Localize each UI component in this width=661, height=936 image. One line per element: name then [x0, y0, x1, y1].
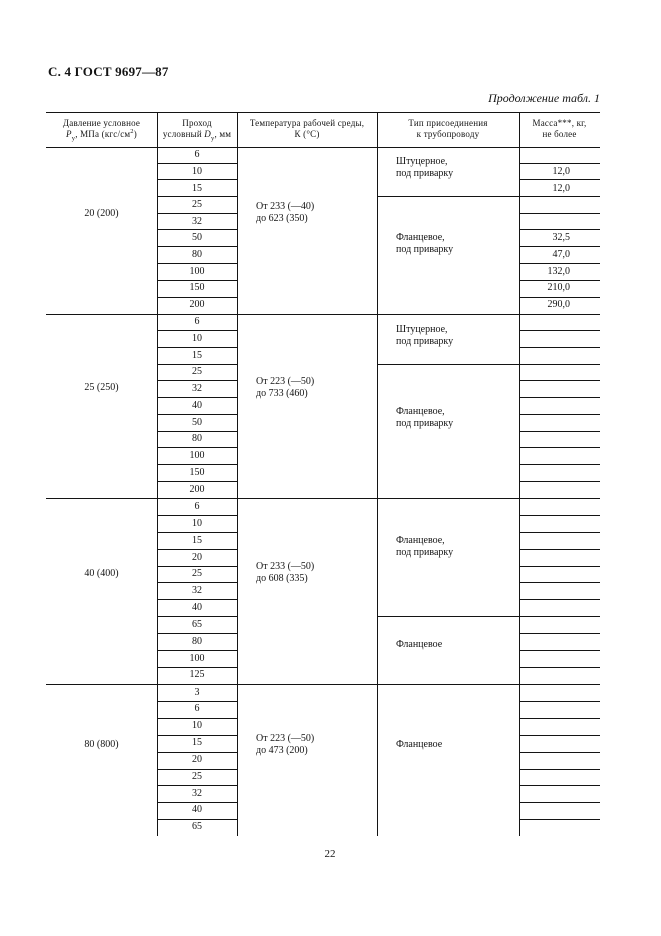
pressure-cell: 80 (800) — [84, 739, 119, 750]
mass-row-line — [519, 515, 600, 516]
header-temperature — [237, 118, 377, 140]
row-line — [157, 431, 237, 432]
header-mass-line1: Масса***, кг, — [532, 118, 587, 128]
pressure-symbol-sub: y — [71, 134, 76, 142]
connection-line1: Фланцевое, — [396, 535, 445, 546]
bore-prefix: условный — [162, 129, 205, 139]
bore-value: 25 — [192, 199, 202, 210]
connection-separator — [377, 616, 600, 617]
bore-value: 15 — [192, 535, 202, 546]
page-number: 22 — [324, 848, 336, 860]
bore-value: 32 — [192, 383, 202, 394]
row-line — [157, 397, 237, 398]
pressure-unit-end: ) — [133, 129, 137, 139]
pressure-unit-sup: 2 — [130, 128, 134, 135]
bore-value: 65 — [192, 821, 202, 832]
bore-symbol-sub: y — [211, 134, 215, 142]
bore-value: 20 — [192, 552, 202, 563]
pressure-symbol: P — [66, 129, 72, 139]
bore-value: 100 — [189, 450, 205, 461]
bore-value: 10 — [192, 166, 202, 177]
table-top-border — [46, 112, 600, 113]
bore-value: 125 — [189, 669, 205, 680]
mass-row-line — [519, 769, 600, 770]
connection-type — [396, 639, 516, 651]
header-connection-line2: к трубопроводу — [416, 129, 480, 139]
row-line — [157, 229, 237, 230]
connection-line1: Фланцевое — [396, 739, 443, 750]
mass-row-line — [519, 280, 600, 281]
row-line — [157, 297, 237, 298]
bore-value: 65 — [192, 619, 202, 630]
mass-row-line — [519, 667, 600, 668]
connection-type — [396, 406, 516, 430]
connection-line1: Фланцевое — [396, 639, 443, 650]
temperature-to: до 608 (335) — [256, 573, 308, 584]
header-temperature-line2: К (°С) — [294, 129, 320, 139]
bore-value: 150 — [189, 282, 205, 293]
mass-row-line — [519, 213, 600, 214]
mass-row-line — [519, 229, 600, 230]
connection-type — [396, 324, 516, 348]
mass-row-line — [519, 179, 600, 180]
bore-value: 100 — [189, 653, 205, 664]
column-divider — [237, 147, 238, 836]
mass-row-line — [519, 633, 600, 634]
row-line — [157, 330, 237, 331]
bore-value: 25 — [192, 568, 202, 579]
bore-value: 50 — [192, 232, 202, 243]
connection-type — [396, 232, 516, 256]
row-line — [157, 481, 237, 482]
bore-value: 6 — [194, 501, 200, 512]
header-mass — [519, 118, 600, 140]
row-line — [157, 549, 237, 550]
mass-row-line — [519, 447, 600, 448]
row-line — [157, 566, 237, 567]
bore-value: 200 — [189, 299, 205, 310]
mass-row-line — [519, 819, 600, 820]
temperature-from: От 223 (—50) — [256, 376, 315, 387]
temperature-to: до 733 (460) — [256, 388, 308, 399]
connection-line1: Штуцерное, — [396, 156, 448, 167]
mass-row-line — [519, 785, 600, 786]
bore-value: 20 — [192, 754, 202, 765]
mass-row-line — [519, 414, 600, 415]
row-line — [157, 769, 237, 770]
connection-line1: Фланцевое, — [396, 232, 445, 243]
row-line — [157, 785, 237, 786]
row-line — [157, 447, 237, 448]
mass-value: 32,5 — [552, 232, 570, 243]
bore-value: 25 — [192, 366, 202, 377]
row-line — [157, 515, 237, 516]
bore-value: 10 — [192, 720, 202, 731]
row-line — [157, 718, 237, 719]
row-line — [157, 380, 237, 381]
temperature-to: до 623 (350) — [256, 213, 308, 224]
bore-value: 6 — [194, 149, 200, 160]
row-line — [157, 735, 237, 736]
mass-row-line — [519, 735, 600, 736]
bore-value: 80 — [192, 636, 202, 647]
bore-value: 100 — [189, 266, 205, 277]
connection-line2: под приварку — [396, 168, 454, 179]
mass-value: 290,0 — [547, 299, 570, 310]
row-line — [157, 616, 237, 617]
bore-value: 6 — [194, 316, 200, 327]
row-line — [157, 633, 237, 634]
row-line — [157, 213, 237, 214]
mass-row-line — [519, 297, 600, 298]
header-connection — [377, 118, 519, 140]
temperature-to: до 473 (200) — [256, 745, 308, 756]
mass-row-line — [519, 802, 600, 803]
row-line — [157, 701, 237, 702]
group-separator — [46, 498, 600, 499]
header-bore — [157, 118, 237, 140]
pressure-cell: 20 (200) — [84, 208, 119, 219]
header-temperature-line1: Температура рабочей среды, — [249, 118, 365, 128]
connection-separator — [377, 196, 600, 197]
mass-row-line — [519, 431, 600, 432]
bore-value: 15 — [192, 350, 202, 361]
bore-value: 15 — [192, 737, 202, 748]
bore-value: 32 — [192, 216, 202, 227]
mass-row-line — [519, 582, 600, 583]
pressure-cell: 25 (250) — [84, 382, 119, 393]
bore-value: 50 — [192, 417, 202, 428]
row-line — [157, 464, 237, 465]
connection-type — [396, 156, 516, 180]
connection-line1: Штуцерное, — [396, 324, 448, 335]
row-line — [157, 667, 237, 668]
row-line — [157, 280, 237, 281]
header-bore-line1: Проход — [182, 118, 212, 128]
row-line — [157, 163, 237, 164]
bore-value: 200 — [189, 484, 205, 495]
mass-row-line — [519, 752, 600, 753]
mass-row-line — [519, 532, 600, 533]
header-bottom-border — [46, 147, 600, 148]
bore-value: 40 — [192, 400, 202, 411]
data-table — [46, 112, 600, 836]
group-separator — [46, 684, 600, 685]
column-divider — [377, 147, 378, 836]
mass-row-line — [519, 163, 600, 164]
mass-row-line — [519, 481, 600, 482]
row-line — [157, 819, 237, 820]
row-line — [157, 246, 237, 247]
mass-row-line — [519, 566, 600, 567]
connection-type — [396, 739, 516, 751]
header-mass-line2: не более — [542, 129, 577, 139]
mass-row-line — [519, 718, 600, 719]
bore-value: 150 — [189, 467, 205, 478]
header-pressure-line1: Давление условное — [62, 118, 141, 128]
mass-value: 132,0 — [547, 266, 570, 277]
temperature-range — [256, 561, 376, 585]
bore-value: 40 — [192, 804, 202, 815]
connection-line1: Фланцевое, — [396, 406, 445, 417]
bore-value: 32 — [192, 788, 202, 799]
temperature-range — [256, 376, 376, 400]
row-line — [157, 752, 237, 753]
mass-row-line — [519, 549, 600, 550]
row-line — [157, 802, 237, 803]
connection-line2: под приварку — [396, 418, 454, 429]
temperature-from: От 233 (—40) — [256, 201, 315, 212]
bore-value: 40 — [192, 602, 202, 613]
row-line — [157, 582, 237, 583]
mass-value: 210,0 — [547, 282, 570, 293]
header-connection-line1: Тип присоединения — [408, 118, 488, 128]
row-line — [157, 196, 237, 197]
row-line — [157, 414, 237, 415]
pressure-cell: 40 (400) — [84, 568, 119, 579]
row-line — [157, 179, 237, 180]
pressure-unit: , МПа (кгс/см — [75, 129, 131, 139]
mass-row-line — [519, 263, 600, 264]
mass-row-line — [519, 464, 600, 465]
connection-separator — [377, 364, 600, 365]
connection-line2: под приварку — [396, 244, 454, 255]
table-caption: Продолжение табл. 1 — [488, 91, 600, 105]
mass-value: 12,0 — [552, 166, 570, 177]
mass-row-line — [519, 380, 600, 381]
header-pressure — [46, 118, 157, 140]
mass-row-line — [519, 599, 600, 600]
header-bore-line2 — [157, 129, 237, 140]
mass-row-line — [519, 650, 600, 651]
bore-value: 80 — [192, 433, 202, 444]
row-line — [157, 599, 237, 600]
page-header: С. 4 ГОСТ 9697—87 — [48, 64, 169, 79]
temperature-range — [256, 201, 376, 225]
connection-type — [396, 535, 516, 559]
bore-value: 32 — [192, 585, 202, 596]
temperature-from: От 233 (—50) — [256, 561, 315, 572]
mass-row-line — [519, 397, 600, 398]
group-separator — [46, 314, 600, 315]
mass-row-line — [519, 330, 600, 331]
bore-value: 6 — [194, 703, 200, 714]
mass-row-line — [519, 701, 600, 702]
row-line — [157, 650, 237, 651]
connection-line2: под приварку — [396, 336, 454, 347]
bore-value: 25 — [192, 771, 202, 782]
mass-row-line — [519, 347, 600, 348]
row-line — [157, 532, 237, 533]
row-line — [157, 364, 237, 365]
bore-value: 3 — [194, 687, 200, 698]
bore-value: 10 — [192, 333, 202, 344]
bore-value: 10 — [192, 518, 202, 529]
mass-value: 12,0 — [552, 183, 570, 194]
mass-value: 47,0 — [552, 249, 570, 260]
bore-value: 15 — [192, 183, 202, 194]
mass-row-line — [519, 246, 600, 247]
bore-symbol: D — [204, 129, 211, 139]
bore-value: 80 — [192, 249, 202, 260]
temperature-from: От 223 (—50) — [256, 733, 315, 744]
connection-line2: под приварку — [396, 547, 454, 558]
temperature-range — [256, 733, 376, 757]
bore-unit: , мм — [214, 129, 232, 139]
row-line — [157, 263, 237, 264]
row-line — [157, 347, 237, 348]
header-pressure-line2 — [46, 129, 157, 140]
